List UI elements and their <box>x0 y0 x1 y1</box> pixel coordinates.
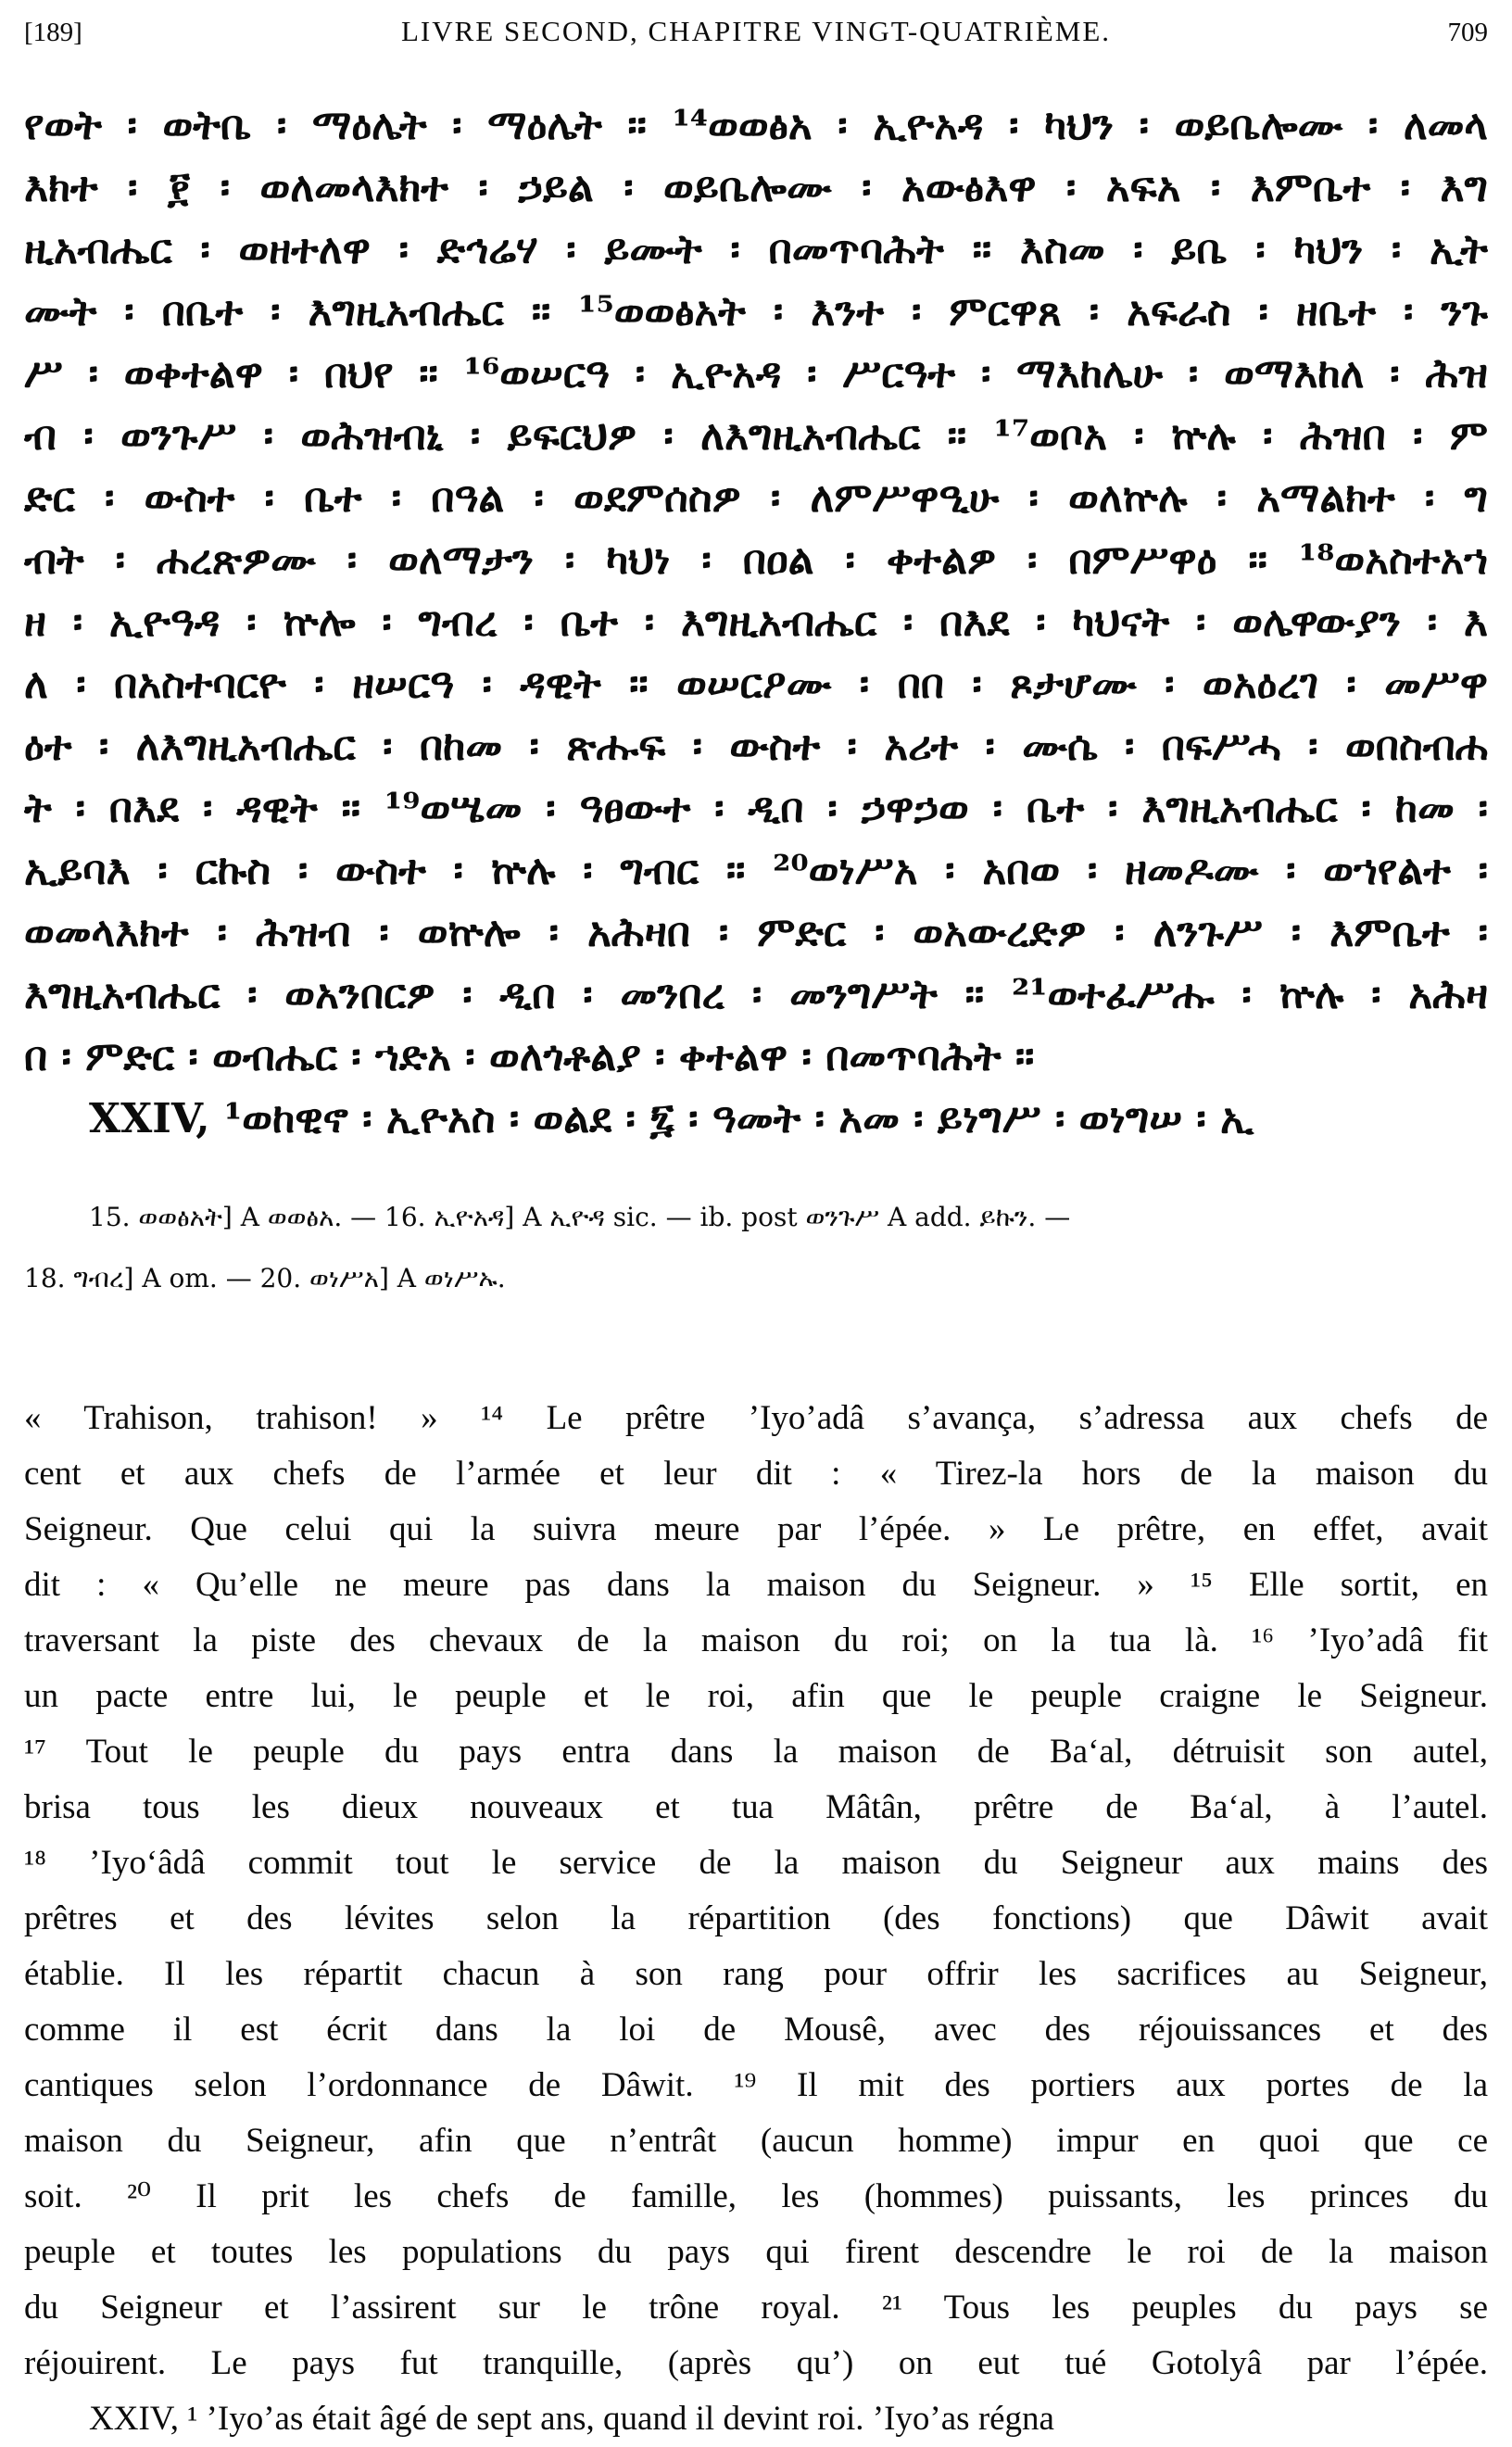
french-line: ¹⁷ Tout le peuple du pays entra dans la maison de Ba‘al, détruisit son autel, <box>24 1733 1488 1771</box>
geez-line-chapter-start: XXIV, ¹ወከዊኖ ፡ ኢዮአስ ፡ ወልደ ፡ ፯ ፡ ዓመት ፡ አመ ፡ ይነግሥ ፡ ወነግሠ ፡ ኢ <box>89 1095 1254 1142</box>
geez-line: ዚአብሔር ፡ ወዘተለዋ ፡ ድኅሬሃ ፡ ይሙት ፡ በመጥባሕት ። እስመ ፡ ይቤ ፡ ካህን ፡ ኢት <box>24 226 1488 273</box>
geez-line: እግዚአብሔር ፡ ወአንበርዎ ፡ ዲበ ፡ መንበረ ፡ መንግሥት ። ²¹ወተፈሥሑ ፡ ኵሉ ፡ አሕዛ <box>24 971 1488 1018</box>
french-line: dit : « Qu’elle ne meure pas dans la maison du Seigneur. » ¹⁵ Elle sortit, en <box>24 1566 1488 1604</box>
geez-text-block <box>24 95 1488 1150</box>
french-line: un pacte entre lui, le peuple et le roi, afin que le peuple craigne le Seigneur. <box>24 1677 1488 1715</box>
folio-number: [189] <box>24 18 82 47</box>
geez-line: ት ፡ በእደ ፡ ዳዊት ። ¹⁹ወሤመ ፡ ዓፀውተ ፡ ዲበ ፡ ኃዋኃወ ፡ ቤተ ፡ እግዚአብሔር ፡ ከመ ፡ <box>24 785 1488 832</box>
french-line: soit. ²⁰ Il prit les chefs de famille, les (hommes) puissants, les princes du <box>24 2177 1488 2215</box>
geez-line: የወት ፡ ወትቤ ፡ ማዕሌት ፡ ማዕሌት ። ¹⁴ወወፅአ ፡ ኢዮአዳ ፡ ካህን ፡ ወይቤሎሙ ፡ ለመላ <box>24 102 1488 149</box>
french-line: comme il est écrit dans la loi de Mousê, avec des réjouissances et des <box>24 2011 1488 2049</box>
french-line: Seigneur. Que celui qui la suivra meure par l’épée. » Le prêtre, en effet, avait <box>24 1510 1488 1548</box>
french-line: peuple et toutes les populations du pays qui firent descendre le roi de la maison <box>24 2233 1488 2271</box>
geez-line: እክተ ፡ ፻ ፡ ወለመላእክተ ፡ ኃይል ፡ ወይቤሎሙ ፡ አውፅእዋ ፡ አፍአ ፡ እምቤተ ፡ እግ <box>24 164 1488 211</box>
geez-line: ለ ፡ በአስተባርዮ ፡ ዘሠርዓ ፡ ዳዊት ። ወሠርዖሙ ፡ በበ ፡ ጾታሆሙ ፡ ወአዕረገ ፡ መሥዋ <box>24 661 1488 708</box>
running-title: LIVRE SECOND, CHAPITRE VINGT-QUATRIÈME. <box>400 15 1112 47</box>
apparatus-line: 15. ወወፅአት] A ወወፅአ. — 16. ኢዮአዳ] A ኢዮዳ sic. — ib. post ወንጉሥ A add. ይኩን. — <box>89 1202 1071 1232</box>
french-line: ¹⁸ ’Iyo‘âdâ commit tout le service de la maison du Seigneur aux mains des <box>24 1844 1488 1882</box>
french-line: réjouirent. Le pays fut tranquille, (après qu’) on eut tué Gotolyâ par l’épée. <box>24 2344 1488 2382</box>
french-line: traversant la piste des chevaux de la maison du roi; on la tua là. ¹⁶ ’Iyo’adâ fit <box>24 1621 1488 1659</box>
french-line: cent et aux chefs de l’armée et leur dit : « Tirez-la hors de la maison du <box>24 1455 1488 1493</box>
geez-line: ወመላእክተ ፡ ሕዝብ ፡ ወኵሎ ፡ አሕዛበ ፡ ምድር ፡ ወአውረድዎ ፡ ለንጉሥ ፡ እምቤተ ፡ <box>24 909 1488 956</box>
page-number: 709 <box>1447 18 1488 47</box>
apparatus-line: 18. ግብረ] A om. — 20. ወነሥአ] A ወነሥኡ. <box>24 1263 506 1293</box>
french-line: établie. Il les répartit chacun à son rang pour offrir les sacrifices au Seigneur, <box>24 1955 1488 1993</box>
french-translation-block <box>24 1391 1488 2447</box>
french-line: du Seigneur et l’assirent sur le trône royal. ²¹ Tous les peuples du pays se <box>24 2289 1488 2327</box>
running-header <box>24 15 1488 48</box>
french-line: cantiques selon l’ordonnance de Dâwit. ¹⁹ Il mit des portiers aux portes de la <box>24 2066 1488 2104</box>
geez-line: ሥ ፡ ወቀተልዋ ፡ በህየ ። ¹⁶ወሠርዓ ፡ ኢዮአዳ ፡ ሥርዓተ ፡ ማእከሌሁ ፡ ወማእከለ ፡ ሕዝ <box>24 350 1488 397</box>
french-line: brisa tous les dieux nouveaux et tua Mâtân, prêtre de Ba‘al, à l’autel. <box>24 1788 1488 1826</box>
french-line: prêtres et des lévites selon la répartition (des fonctions) que Dâwit avait <box>24 1899 1488 1937</box>
geez-line: ዘ ፡ ኢዮዓዳ ፡ ኵሎ ፡ ግብረ ፡ ቤተ ፡ እግዚአብሔር ፡ በእደ ፡ ካህናት ፡ ወሌዋውያን ፡ እ <box>24 599 1488 646</box>
geez-line: ብት ፡ ሐረጽዎሙ ፡ ወለማታን ፡ ካህነ ፡ በዐል ፡ ቀተልዎ ፡ በምሥዋዕ ። ¹⁸ወአስተአኀ <box>24 536 1488 584</box>
geez-line: ብ ፡ ወንጉሥ ፡ ወሕዝብኒ ፡ ይፍርህዎ ፡ ለእግዚአብሔር ። ¹⁷ወቦአ ፡ ኵሉ ፡ ሕዝበ ፡ ም <box>24 412 1488 460</box>
critical-apparatus <box>24 1187 1488 1309</box>
geez-line: ዕተ ፡ ለእግዚአብሔር ፡ በከመ ፡ ጽሑፍ ፡ ውስተ ፡ አሪተ ፡ ሙሴ ፡ በፍሥሓ ፡ ወበስብሐ <box>24 723 1488 770</box>
french-line-chapter-start: XXIV, ¹ ’Iyo’as était âgé de sept ans, quand il devint roi. ’Iyo’as régna <box>89 2400 1054 2438</box>
french-line: « Trahison, trahison! » ¹⁴ Le prêtre ’Iyo’adâ s’avança, s’adressa aux chefs de <box>24 1399 1488 1437</box>
french-line: maison du Seigneur, afin que n’entrât (aucun homme) impur en quoi que ce <box>24 2122 1488 2160</box>
geez-line: ድር ፡ ውስተ ፡ ቤተ ፡ በዓል ፡ ወደምሰስዎ ፡ ለምሥዋዒሁ ፡ ወለኵሉ ፡ አማልክተ ፡ ግ <box>24 474 1488 522</box>
geez-line: በ ፡ ምድር ፡ ወብሔር ፡ ኀድአ ፡ ወለጎቶልያ ፡ ቀተልዋ ፡ በመጥባሕት ። <box>24 1033 1035 1080</box>
geez-line: ሙት ፡ በቤተ ፡ እግዚአብሔር ። ¹⁵ወወፅአት ፡ እንተ ፡ ምርዋጸ ፡ አፍራስ ፡ ዘቤተ ፡ ንጉ <box>24 288 1488 335</box>
geez-line: ኢይባእ ፡ ርኩስ ፡ ውስተ ፡ ኵሉ ፡ ግብር ። ²⁰ወነሥአ ፡ አበወ ፡ ዘመዶሙ ፡ ወኀየልተ ፡ <box>24 847 1488 894</box>
